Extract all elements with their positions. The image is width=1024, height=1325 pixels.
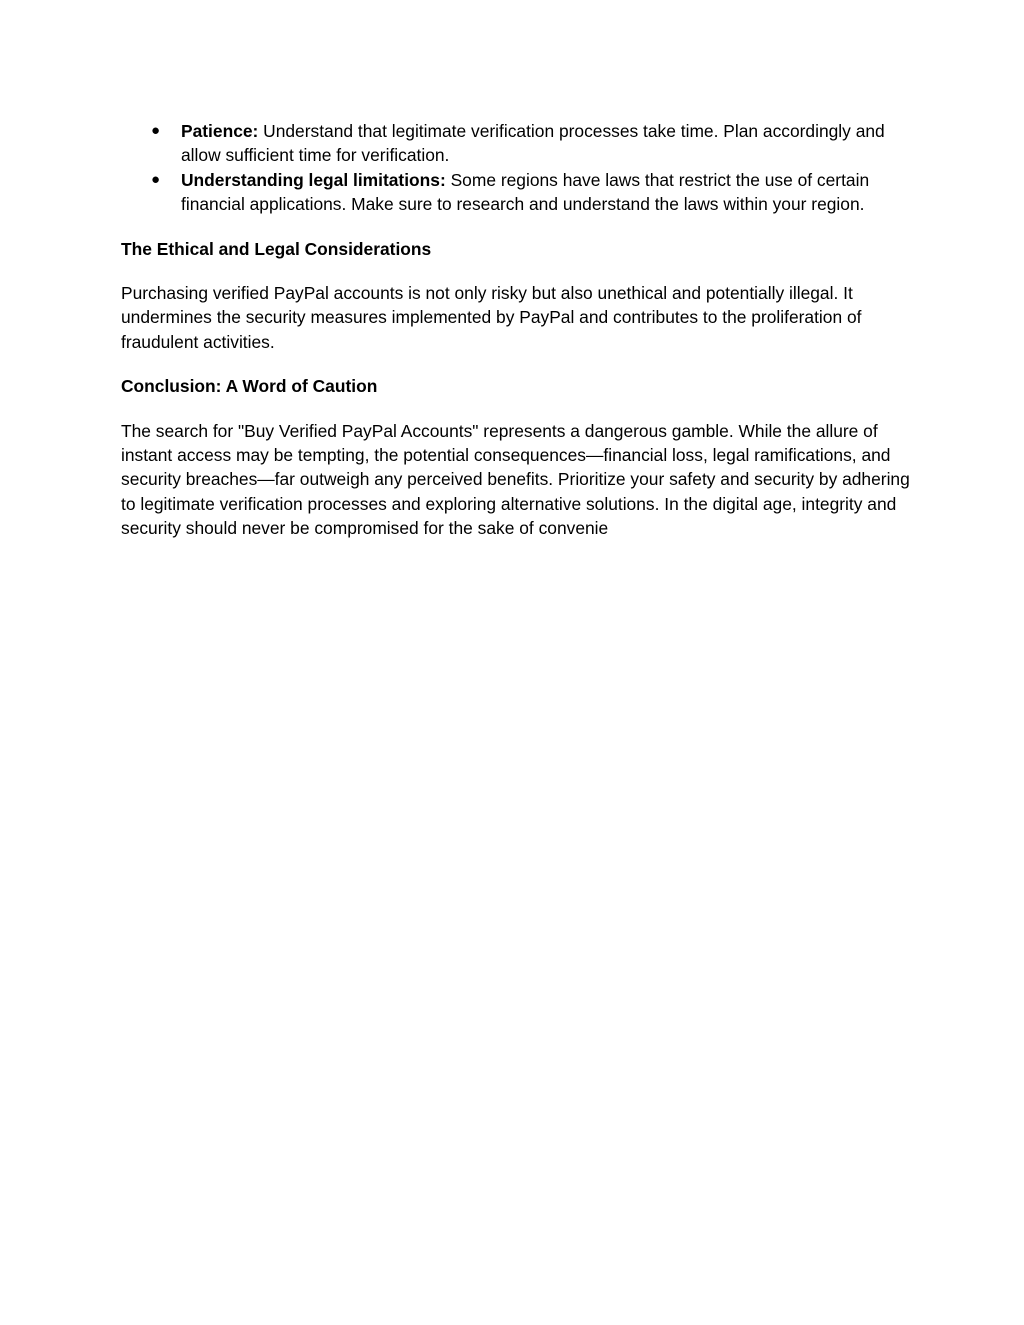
paragraph-conclusion: The search for "Buy Verified PayPal Accounts" represents a dangerous gamble. While the allure of instant access may be tempting, the potential consequences—financial loss, legal ramifications, and security breaches—far outweigh any perceived benefits. Prioritize your safety and security by adhering to legitimate verification processes and exploring alternative solutions. In the digital age, integrity and security should never be compromised for the sake of convenie: [121, 420, 910, 539]
list-item-text: Understand that legitimate verification processes take time. Plan accordingly and allow sufficient time for verification.: [181, 121, 885, 166]
bullet-icon: ●: [151, 122, 161, 139]
bullet-list: [121, 119, 911, 217]
section-heading-conclusion: Conclusion: A Word of Caution: [121, 376, 378, 397]
bullet-icon: ●: [151, 170, 161, 188]
list-item-text: Some regions have laws that restrict the use of certain financial applications. Make sure to research and understand the laws within your region.: [181, 169, 870, 215]
list-item-term: Patience:: [181, 121, 259, 141]
list-item-term: Understanding legal limitations:: [181, 169, 446, 190]
paragraph-ethical: Purchasing verified PayPal accounts is not only risky but also unethical and potentially illegal. It undermines the security measures implemented by PayPal and contributes to the proliferation of fraudulent activities.: [121, 283, 862, 352]
document-content: [121, 119, 911, 541]
list-item: [151, 119, 911, 168]
list-item: [151, 168, 911, 217]
section-heading-ethical: The Ethical and Legal Considerations: [121, 238, 432, 259]
